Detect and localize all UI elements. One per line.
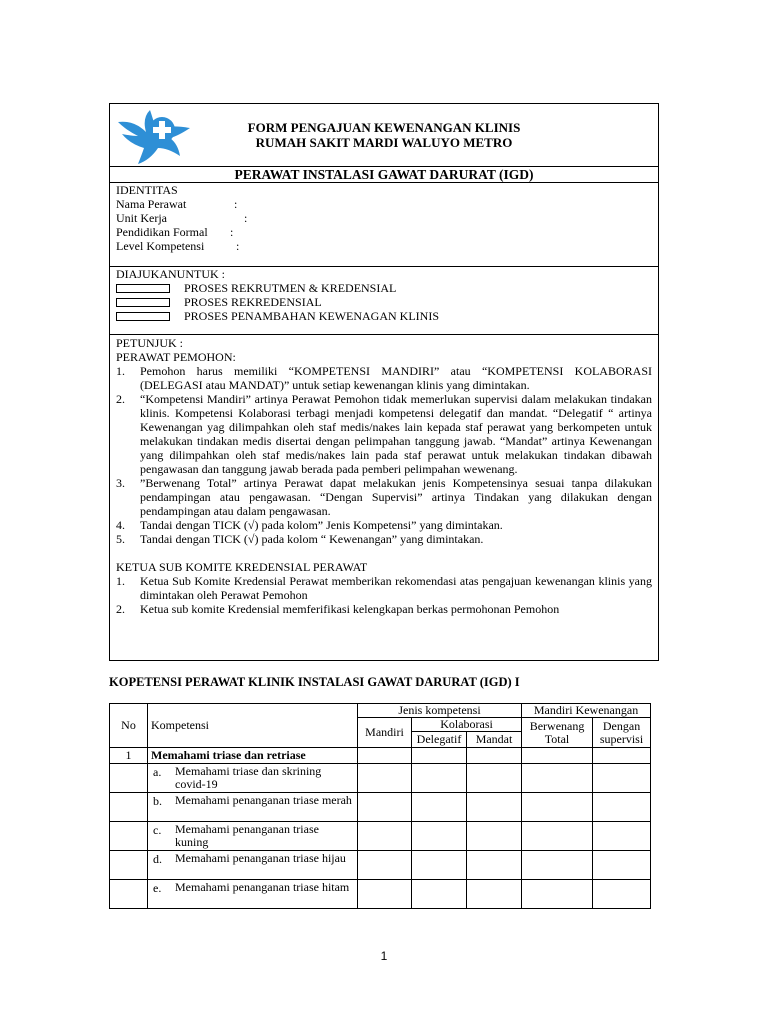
kompetensi-title: KOPETENSI PERAWAT KLINIK INSTALASI GAWAT DARURAT (IGD) I — [109, 675, 520, 689]
option-label: PROSES REKRUTMEN & KREDENSIAL — [184, 281, 397, 295]
item-letter: c. — [153, 823, 162, 837]
item-text: Memahami penanganan triase hijau — [175, 851, 346, 865]
petunjuk-section — [116, 336, 652, 616]
header-mandiri: Mandiri — [358, 718, 412, 748]
field-sep: : — [230, 225, 234, 239]
item-letter: b. — [153, 794, 162, 808]
list-item — [116, 392, 652, 476]
item-text: ”Berwenang Total” artinya Perawat dapat melakukan jenis Kompetensinya sesuai tanpa dilakukan pendampingan atau pengawasan. “Dengan Supervisi” artinya Tindakan yang dilakukan dengan pendampingan atau dalam pengawasan. — [140, 476, 652, 518]
hospital-name: RUMAH SAKIT MARDI WALUYO METRO — [255, 135, 513, 150]
option-row[interactable] — [116, 295, 652, 309]
cell-delegatif[interactable] — [412, 880, 467, 909]
option-checkbox[interactable] — [116, 312, 170, 321]
cell-berwenang-total[interactable] — [522, 851, 593, 880]
field-row — [116, 225, 652, 239]
row-number — [110, 851, 148, 880]
kompetensi-table — [109, 703, 651, 909]
cell-mandiri[interactable] — [358, 793, 412, 822]
petunjuk-subtitle: PERAWAT PEMOHON: — [116, 350, 236, 364]
petunjuk-title: PETUNJUK : — [116, 336, 184, 350]
cell-delegatif[interactable] — [412, 822, 467, 851]
item-text: “Kompetensi Mandiri” artinya Perawat Pemohon tidak memerlukan supervisi dalam melakukan tindakan klinis. Kompetensi Kolaborasi terbagi menjadi kompetensi delegatif dan mandat. “Delegatif “ artinya Kewenangan yag dilimpahkan oleh staf medis/nakes lain kepada staf perawat yang berkompeten untuk melakukan tindakan medis disertai dengan pelimpahan tanggung jawab. “Mandat” artinya Kewenangan yang dilimpahkan oleh staf medis/nakes lain pada staf perawat untuk melakukan tindakan dibawah pengawasan dan tanggung jawab berada pada pemberi pelimpahan wewenang. — [140, 392, 652, 476]
header-kompetensi: Kompetensi — [148, 704, 358, 748]
cell-mandiri[interactable] — [358, 851, 412, 880]
list-item — [116, 532, 652, 546]
item-number: 5. — [116, 532, 125, 546]
item-number: 1. — [116, 574, 125, 588]
cell-delegatif[interactable] — [412, 851, 467, 880]
ketua-list — [116, 574, 652, 616]
cell-mandat[interactable] — [467, 764, 522, 793]
row-number: 1 — [110, 748, 148, 764]
header-mandiri-kewenangan: Mandiri Kewenangan — [522, 704, 651, 718]
item-text: Memahami penanganan triase kuning — [175, 822, 319, 849]
item-number: 1. — [116, 364, 125, 378]
option-row[interactable] — [116, 309, 652, 323]
cell-delegatif[interactable] — [412, 748, 467, 764]
kompetensi-item — [148, 822, 358, 851]
row-number — [110, 764, 148, 793]
cell-dengan-supervisi[interactable] — [593, 764, 651, 793]
field-row — [116, 239, 652, 253]
identitas-title: IDENTITAS — [116, 183, 178, 197]
form-frame — [109, 103, 659, 661]
field-row — [116, 197, 652, 211]
list-item — [116, 364, 652, 392]
field-label: Pendidikan Formal — [116, 225, 208, 239]
cell-dengan-supervisi[interactable] — [593, 793, 651, 822]
cell-delegatif[interactable] — [412, 764, 467, 793]
page-number: 1 — [380, 949, 388, 963]
cell-mandat[interactable] — [467, 822, 522, 851]
cell-berwenang-total[interactable] — [522, 748, 593, 764]
item-text: Memahami triase dan skrining covid-19 — [175, 764, 322, 791]
cell-dengan-supervisi[interactable] — [593, 851, 651, 880]
header-dengan-supervisi: Dengan supervisi — [593, 718, 651, 748]
item-text: Memahami penanganan triase hitam — [175, 880, 350, 894]
cell-berwenang-total[interactable] — [522, 880, 593, 909]
item-text: Tandai dengan TICK (√) pada kolom “ Kewenangan” yang dimintakan. — [140, 532, 484, 546]
list-item — [116, 574, 652, 602]
table-row — [110, 822, 651, 851]
kompetensi-item — [148, 793, 358, 822]
cell-delegatif[interactable] — [412, 793, 467, 822]
cell-berwenang-total[interactable] — [522, 793, 593, 822]
field-sep: : — [234, 197, 238, 211]
form-subtitle: PERAWAT INSTALASI GAWAT DARURAT (IGD) — [234, 167, 534, 182]
item-letter: a. — [153, 765, 162, 779]
table-header-row — [110, 704, 651, 718]
ketua-title: KETUA SUB KOMITE KREDENSIAL PERAWAT — [116, 560, 368, 574]
cell-mandiri[interactable] — [358, 822, 412, 851]
list-item — [116, 518, 652, 532]
cell-dengan-supervisi[interactable] — [593, 822, 651, 851]
petunjuk-list — [116, 364, 652, 546]
diajukan-section — [116, 267, 652, 323]
cell-dengan-supervisi[interactable] — [593, 880, 651, 909]
divider — [110, 334, 658, 335]
item-number: 4. — [116, 518, 125, 532]
cell-mandat[interactable] — [467, 793, 522, 822]
table-row — [110, 793, 651, 822]
cell-mandat[interactable] — [467, 748, 522, 764]
field-label: Nama Perawat — [116, 197, 187, 211]
group-title: Memahami triase dan retriase — [148, 748, 358, 764]
kompetensi-item — [148, 851, 358, 880]
item-text: Pemohon harus memiliki “KOMPETENSI MANDIRI” atau “KOMPETENSI KOLABORASI (DELEGASI atau MANDAT)” untuk setiap kewenangan klinis yang dimintakan. — [140, 364, 652, 392]
header-delegatif: Delegatif — [412, 732, 467, 748]
field-sep: : — [236, 239, 240, 253]
cell-mandat[interactable] — [467, 880, 522, 909]
table-row — [110, 764, 651, 793]
item-text: Ketua sub komite Kredensial memferifikasi kelengkapan berkas permohonan Pemohon — [140, 602, 560, 616]
item-number: 2. — [116, 392, 125, 406]
list-item — [116, 602, 652, 616]
header-kolaborasi: Kolaborasi — [412, 718, 522, 732]
item-number: 3. — [116, 476, 125, 490]
table-row — [110, 851, 651, 880]
field-label: Unit Kerja — [116, 211, 167, 225]
header-jenis: Jenis kompetensi — [358, 704, 522, 718]
item-text: Memahami penanganan triase merah — [175, 793, 352, 807]
table-row — [110, 880, 651, 909]
header-mandat: Mandat — [467, 732, 522, 748]
field-label: Level Kompetensi — [116, 239, 205, 253]
row-number — [110, 880, 148, 909]
cell-dengan-supervisi[interactable] — [593, 748, 651, 764]
item-letter: e. — [153, 881, 162, 895]
form-title: FORM PENGAJUAN KEWENANGAN KLINIS — [247, 120, 521, 135]
header-no: No — [110, 704, 148, 748]
field-row — [116, 211, 652, 225]
kompetensi-item — [148, 764, 358, 793]
list-item — [116, 476, 652, 518]
cell-mandat[interactable] — [467, 851, 522, 880]
cell-berwenang-total[interactable] — [522, 822, 593, 851]
cell-mandiri[interactable] — [358, 748, 412, 764]
kompetensi-item — [148, 880, 358, 909]
item-text: Ketua Sub Komite Kredensial Perawat memberikan rekomendasi atas pengajuan kewenangan klinis yang dimintakan oleh Perawat Pemohon — [140, 574, 652, 602]
header-berwenang-total: Berwenang Total — [522, 718, 593, 748]
option-label: PROSES REKREDENSIAL — [184, 295, 322, 309]
option-checkbox[interactable] — [116, 284, 170, 293]
table-row — [110, 748, 651, 764]
identitas-section — [116, 183, 652, 253]
item-text: Tandai dengan TICK (√) pada kolom” Jenis Kompetensi” yang dimintakan. — [140, 518, 503, 532]
row-number — [110, 793, 148, 822]
cell-berwenang-total[interactable] — [522, 764, 593, 793]
cell-mandiri[interactable] — [358, 764, 412, 793]
diajukan-title: DIAJUKANUNTUK : — [116, 267, 225, 281]
cell-mandiri[interactable] — [358, 880, 412, 909]
item-number: 2. — [116, 602, 125, 616]
option-label: PROSES PENAMBAHAN KEWENAGAN KLINIS — [184, 309, 440, 323]
option-checkbox[interactable] — [116, 298, 170, 307]
field-sep: : — [244, 211, 248, 225]
item-letter: d. — [153, 852, 162, 866]
row-number — [110, 822, 148, 851]
option-row[interactable] — [116, 281, 652, 295]
